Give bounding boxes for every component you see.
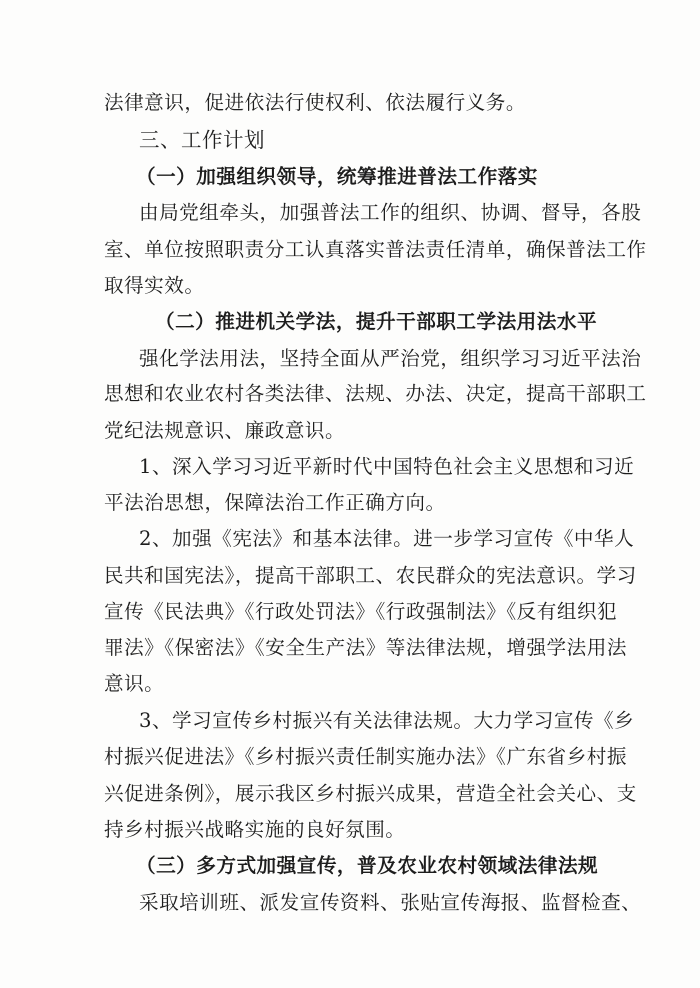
- paragraph-line: 思想和农业农村各类法律、法规、办法、决定，提高干部职工: [104, 382, 647, 405]
- paragraph-line: 采取培训班、派发宣传资料、张贴宣传海报、监督检查、: [139, 891, 642, 914]
- paragraph-line: 3、学习宣传乡村振兴有关法律法规。大力学习宣传《乡: [139, 709, 635, 732]
- paragraph-line: 由局党组牵头，加强普法工作的组织、协调、督导，各股: [139, 201, 642, 224]
- paragraph-line: 民共和国宪法》，提高干部职工、农民群众的宪法意识。学习: [104, 564, 637, 587]
- paragraph-line: 党纪法规意识、廉政意识。: [104, 419, 346, 442]
- paragraph-line: 取得实效。: [104, 274, 205, 297]
- paragraph-line: 室、单位按照职责分工认真落实普法责任清单，确保普法工作: [104, 238, 647, 261]
- paragraph-line: 强化学法用法，坚持全面从严治党，组织学习习近平法治: [139, 347, 642, 370]
- paragraph-line: 1、深入学习习近平新时代中国特色社会主义思想和习近: [139, 455, 635, 478]
- paragraph-line: 意识。: [104, 672, 165, 695]
- subsection-heading: （三）多方式加强宣传，普及农业农村领域法律法规: [136, 854, 599, 877]
- paragraph-line: 宣传《民法典》《行政处罚法》《行政强制法》《反有组织犯: [104, 600, 618, 623]
- paragraph-line: 兴促进条例》，展示我区乡村振兴成果，营造全社会关心、支: [104, 782, 637, 805]
- paragraph-line: 平法治思想，保障法治工作正确方向。: [104, 491, 446, 514]
- paragraph-line: 持乡村振兴战略实施的良好氛围。: [104, 818, 406, 841]
- paragraph-line: 法律意识，促进依法行使权利、依法履行义务。: [104, 91, 526, 114]
- paragraph-line: 村振兴促进法》《乡村振兴责任制实施办法》《广东省乡村振: [104, 745, 627, 768]
- paragraph-line: 罪法》《保密法》《安全生产法》等法律法规，增强学法用法: [104, 636, 627, 659]
- section-heading: 三、工作计划: [139, 128, 265, 152]
- subsection-heading: （二）推进机关学法，提升干部职工学法用法水平: [155, 310, 598, 333]
- subsection-heading: （一）加强组织领导，统筹推进普法工作落实: [136, 165, 538, 188]
- paragraph-line: 2、加强《宪法》和基本法律。进一步学习宣传《中华人: [139, 527, 635, 550]
